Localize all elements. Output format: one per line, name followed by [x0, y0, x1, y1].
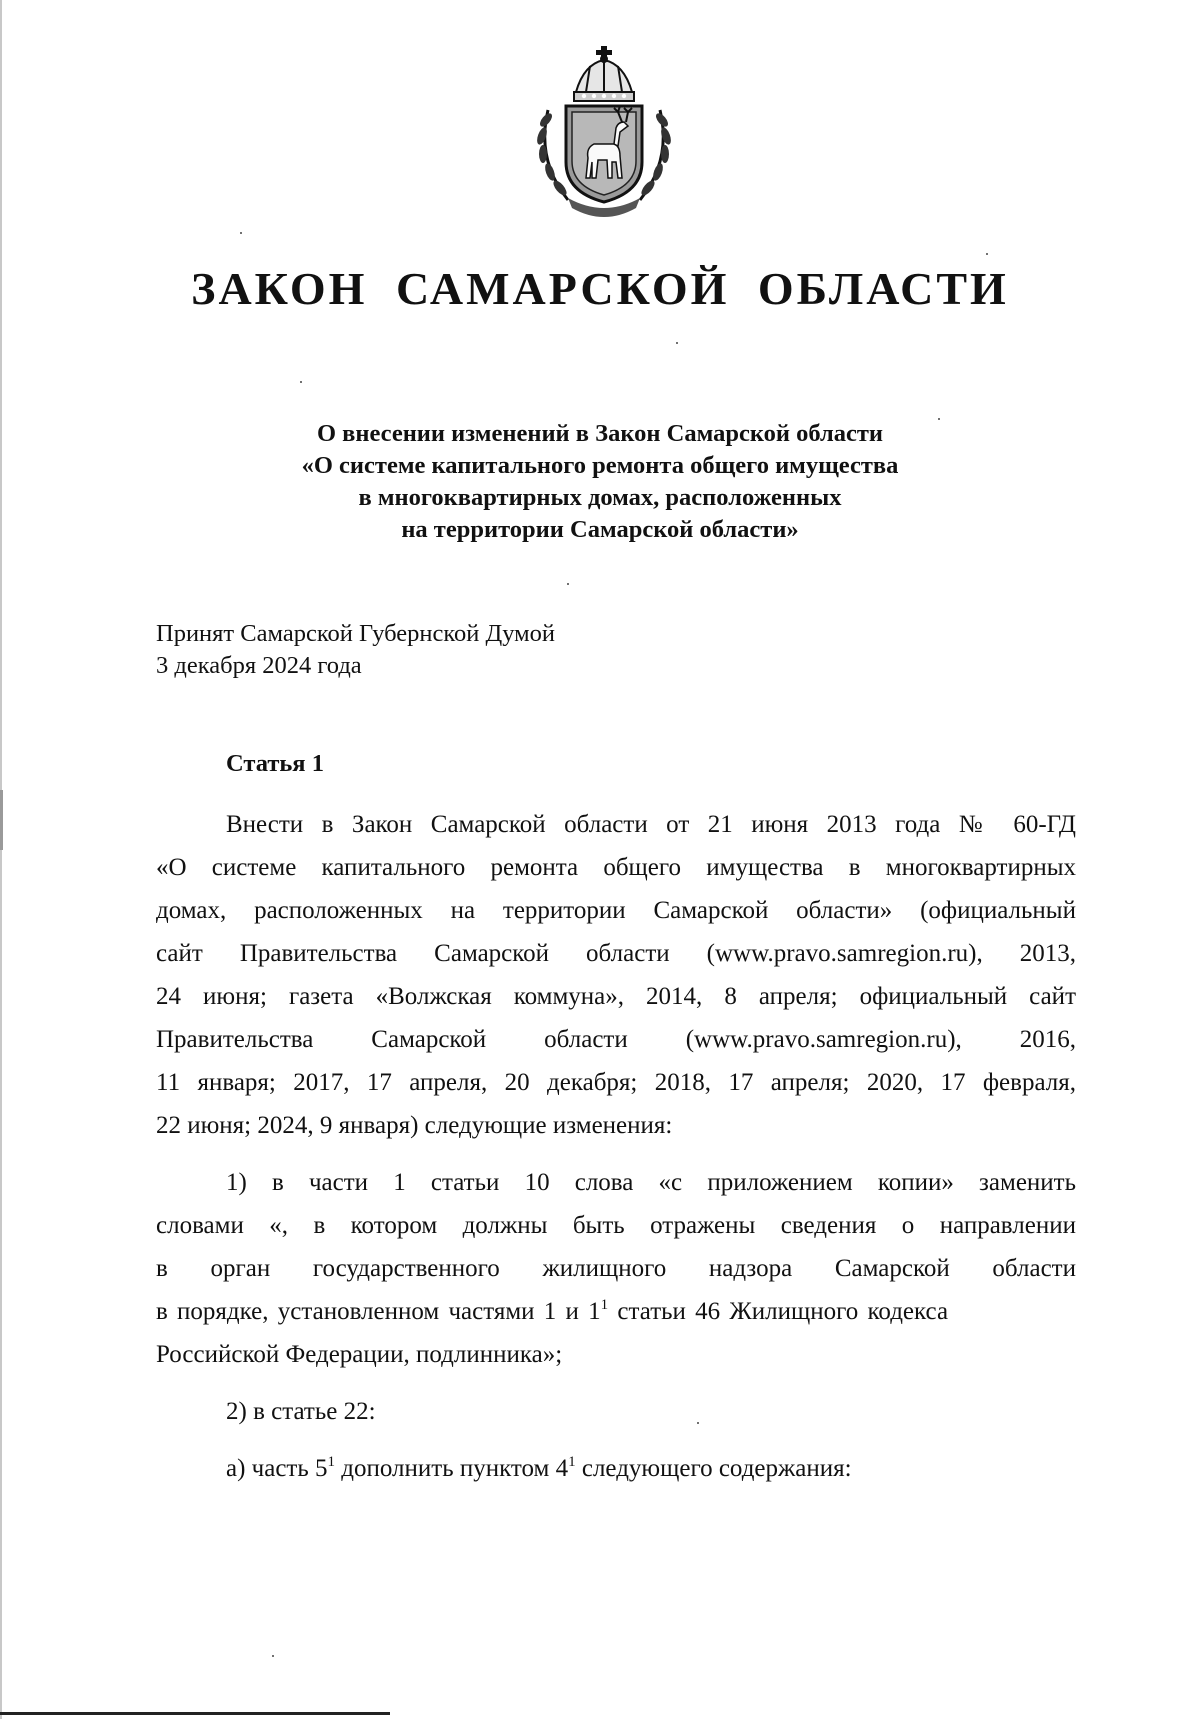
adoption-body: Принят Самарской Губернской Думой — [156, 620, 556, 647]
adoption-date: 3 декабря 2024 года — [156, 652, 362, 679]
article-text-line: 1) в части 1 статьи 10 слова «с приложением копии» заменить — [226, 1169, 1076, 1196]
scan-speck — [567, 583, 569, 585]
scan-bottom-line — [0, 1712, 390, 1715]
article-heading: Статья 1 — [226, 750, 324, 777]
superscript: 1 — [568, 1454, 576, 1470]
article-text-line — [226, 1452, 1076, 1486]
text-segment: а) часть 5 — [226, 1455, 328, 1482]
article-text-line: Внести в Закон Самарской области от 21 июня 2013 года № 60-ГД — [226, 811, 1076, 838]
text-segment: статьи 46 Жилищного кодекса — [608, 1298, 949, 1325]
article-text-line: 2) в статье 22: — [226, 1398, 376, 1425]
scan-speck — [676, 342, 678, 344]
scan-speck — [300, 381, 302, 383]
article-text-line — [156, 1295, 1076, 1329]
scan-edge-mark — [0, 790, 3, 850]
samara-coat-of-arms-icon — [528, 40, 680, 218]
subtitle-line: на территории Самарской области» — [401, 516, 799, 543]
document-subtitle — [0, 418, 1200, 546]
scan-edge — [0, 0, 2, 1719]
article-text-line: 11 января; 2017, 17 апреля, 20 декабря; 2018, 17 апреля; 2020, 17 февраля, — [156, 1069, 1076, 1096]
article-text-line: Правительства Самарской области (www.pravo.samregion.ru), 2016, — [156, 1026, 1076, 1053]
text-segment: в порядке, установленном частями 1 и 1 — [156, 1298, 601, 1325]
article-text-line: словами «, в котором должны быть отражены сведения о направлении — [156, 1212, 1076, 1239]
article-text-line: домах, расположенных на территории Самарской области» (официальный — [156, 897, 1076, 924]
scan-speck — [272, 1655, 274, 1657]
text-segment: следующего содержания: — [575, 1455, 852, 1482]
article-text-line: Российской Федерации, подлинника»; — [156, 1341, 563, 1368]
article-text-line: 24 июня; газета «Волжская коммуна», 2014, 8 апреля; официальный сайт — [156, 983, 1076, 1010]
adoption-info — [156, 618, 555, 682]
text-segment: дополнить пунктом 4 — [335, 1455, 569, 1482]
article-text-line: 22 июня; 2024, 9 января) следующие изменения: — [156, 1112, 673, 1139]
article-text-line: в орган государственного жилищного надзора Самарской области — [156, 1255, 1076, 1282]
scan-speck — [240, 232, 242, 234]
subtitle-line: О внесении изменений в Закон Самарской области — [316, 420, 884, 447]
subtitle-line: «О системе капитального ремонта общего имущества — [301, 452, 899, 479]
superscript: 1 — [600, 1297, 609, 1313]
article-text-line: сайт Правительства Самарской области (www.pravo.samregion.ru), 2013, — [156, 940, 1076, 967]
scan-speck — [986, 253, 988, 255]
subtitle-line: в многоквартирных домах, расположенных — [358, 484, 842, 511]
superscript: 1 — [327, 1454, 336, 1470]
article-text-line: «О системе капитального ремонта общего имущества в многоквартирных — [156, 854, 1076, 881]
law-title: ЗАКОН САМАРСКОЙ ОБЛАСТИ — [191, 263, 1009, 314]
